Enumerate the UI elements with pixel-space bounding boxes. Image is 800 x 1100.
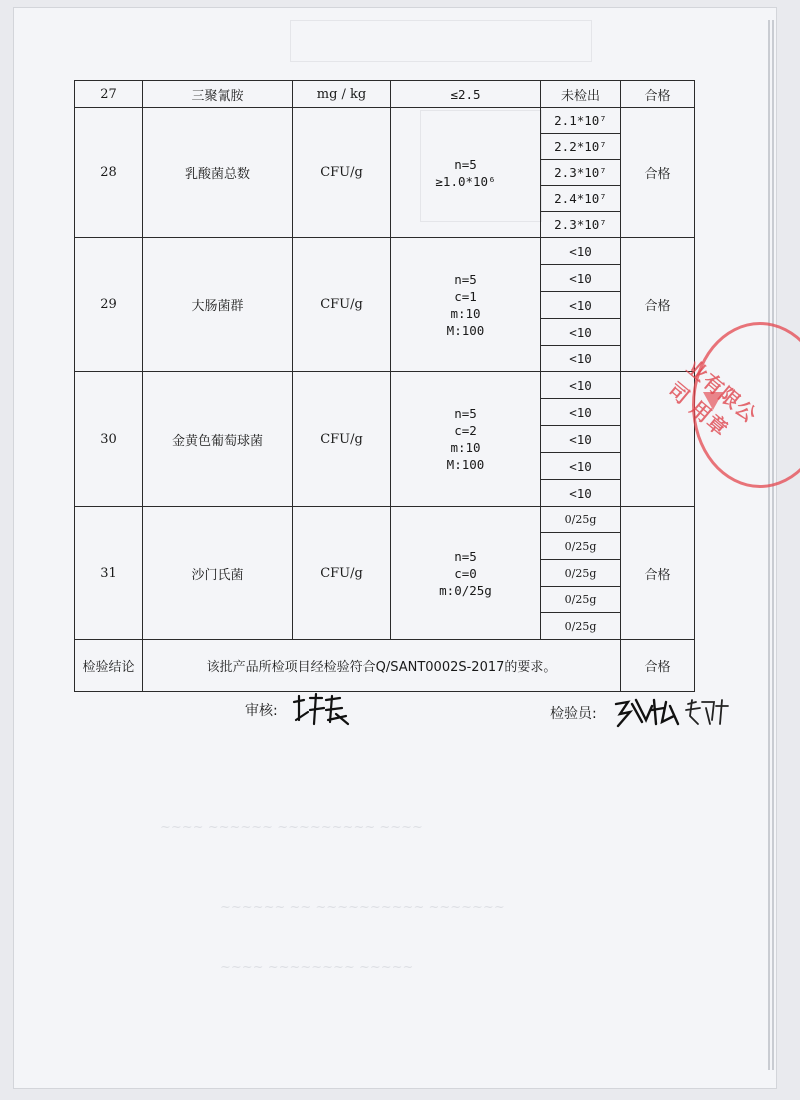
item-result: 2.3*10⁷ [541,212,621,238]
item-result: 2.4*10⁷ [541,186,621,212]
standard-line: m:0/25g [439,582,492,598]
item-result: 0/25g [541,507,621,533]
standard-line: n=5 [454,271,477,287]
item-number: 29 [75,238,143,372]
item-unit: CFU/g [293,372,391,507]
inspection-table [74,80,695,692]
standard-line: c=0 [454,565,477,581]
item-result: <10 [541,319,621,346]
item-result: 0/25g [541,533,621,560]
standard-line: m:10 [450,305,481,321]
item-result: <10 [541,399,621,426]
table-row [75,108,695,134]
bleed-through-mark: ~~~~ ~~~~~~ ~~~~~~~~~ ~~~~ [160,820,423,835]
item-result: 0/25g [541,613,621,640]
item-number: 31 [75,507,143,640]
standard-line: n=5 [454,406,477,421]
item-result: 2.2*10⁷ [541,134,621,160]
item-result: <10 [541,372,621,399]
inspector-signature [612,694,732,732]
item-name: 乳酸菌总数 [143,108,293,238]
item-standard: ≤2.5 [391,81,541,108]
item-standard [391,507,541,640]
item-verdict: 合格 [621,81,695,108]
item-name: 沙门氏菌 [143,507,293,640]
item-result: <10 [541,480,621,507]
item-name: 三聚氰胺 [143,81,293,108]
item-result: <10 [541,426,621,453]
item-standard [391,372,541,507]
item-unit: CFU/g [293,238,391,372]
item-result: <10 [541,453,621,480]
conclusion-text: 该批产品所检项目经检验符合Q/SANT0002S-2017的要求。 [143,640,621,692]
page-edge [768,20,770,1070]
item-verdict: 合格 [621,507,695,640]
standard-line: n=5 [454,156,477,172]
item-unit: CFU/g [293,108,391,238]
item-number: 28 [75,108,143,238]
standard-line: M:100 [446,457,485,472]
item-verdict: 合格 [621,108,695,238]
table-row [75,507,695,533]
bleed-through-mark: ~~~~~~ ~~ ~~~~~~~~~~ ~~~~~~~ [220,900,505,915]
item-result: 未检出 [541,81,621,108]
conclusion-verdict: 合格 [621,640,695,692]
table-row [75,238,695,265]
bleed-through-mark [290,20,592,62]
standard-line: c=1 [454,288,477,304]
inspector-label: 检验员: [550,706,597,722]
item-result: 0/25g [541,560,621,587]
standard-line: ≥1.0*10⁶ [435,173,496,189]
seal-text: 业有限公司 用章 [663,355,762,442]
page-edge [772,20,774,1070]
conclusion-label: 检验结论 [75,640,143,692]
item-unit: CFU/g [293,507,391,640]
item-name: 大肠菌群 [143,238,293,372]
item-result: 0/25g [541,587,621,613]
item-result: 2.1*10⁷ [541,108,621,134]
item-result: <10 [541,346,621,372]
item-number: 27 [75,81,143,108]
reviewer-signature [290,690,354,730]
item-result: <10 [541,292,621,319]
bleed-through-mark: ~~~~ ~~~~~~~~ ~~~~~ [220,960,414,975]
item-result: <10 [541,265,621,292]
item-verdict: 合格 [621,238,695,372]
item-unit: mg / kg [293,81,391,108]
item-result: <10 [541,238,621,265]
table-row [75,372,695,399]
item-result: 2.3*10⁷ [541,160,621,186]
reviewer-label: 审核: [245,703,278,719]
standard-line: n=5 [454,548,477,564]
standard-line: M:100 [446,322,485,338]
standard-line: c=2 [454,423,477,438]
standard-line: m:10 [450,440,481,455]
item-standard [391,238,541,372]
conclusion-row [75,640,695,692]
table-row [75,81,695,108]
item-number: 30 [75,372,143,507]
item-name: 金黄色葡萄球菌 [143,372,293,507]
item-standard [391,108,541,238]
